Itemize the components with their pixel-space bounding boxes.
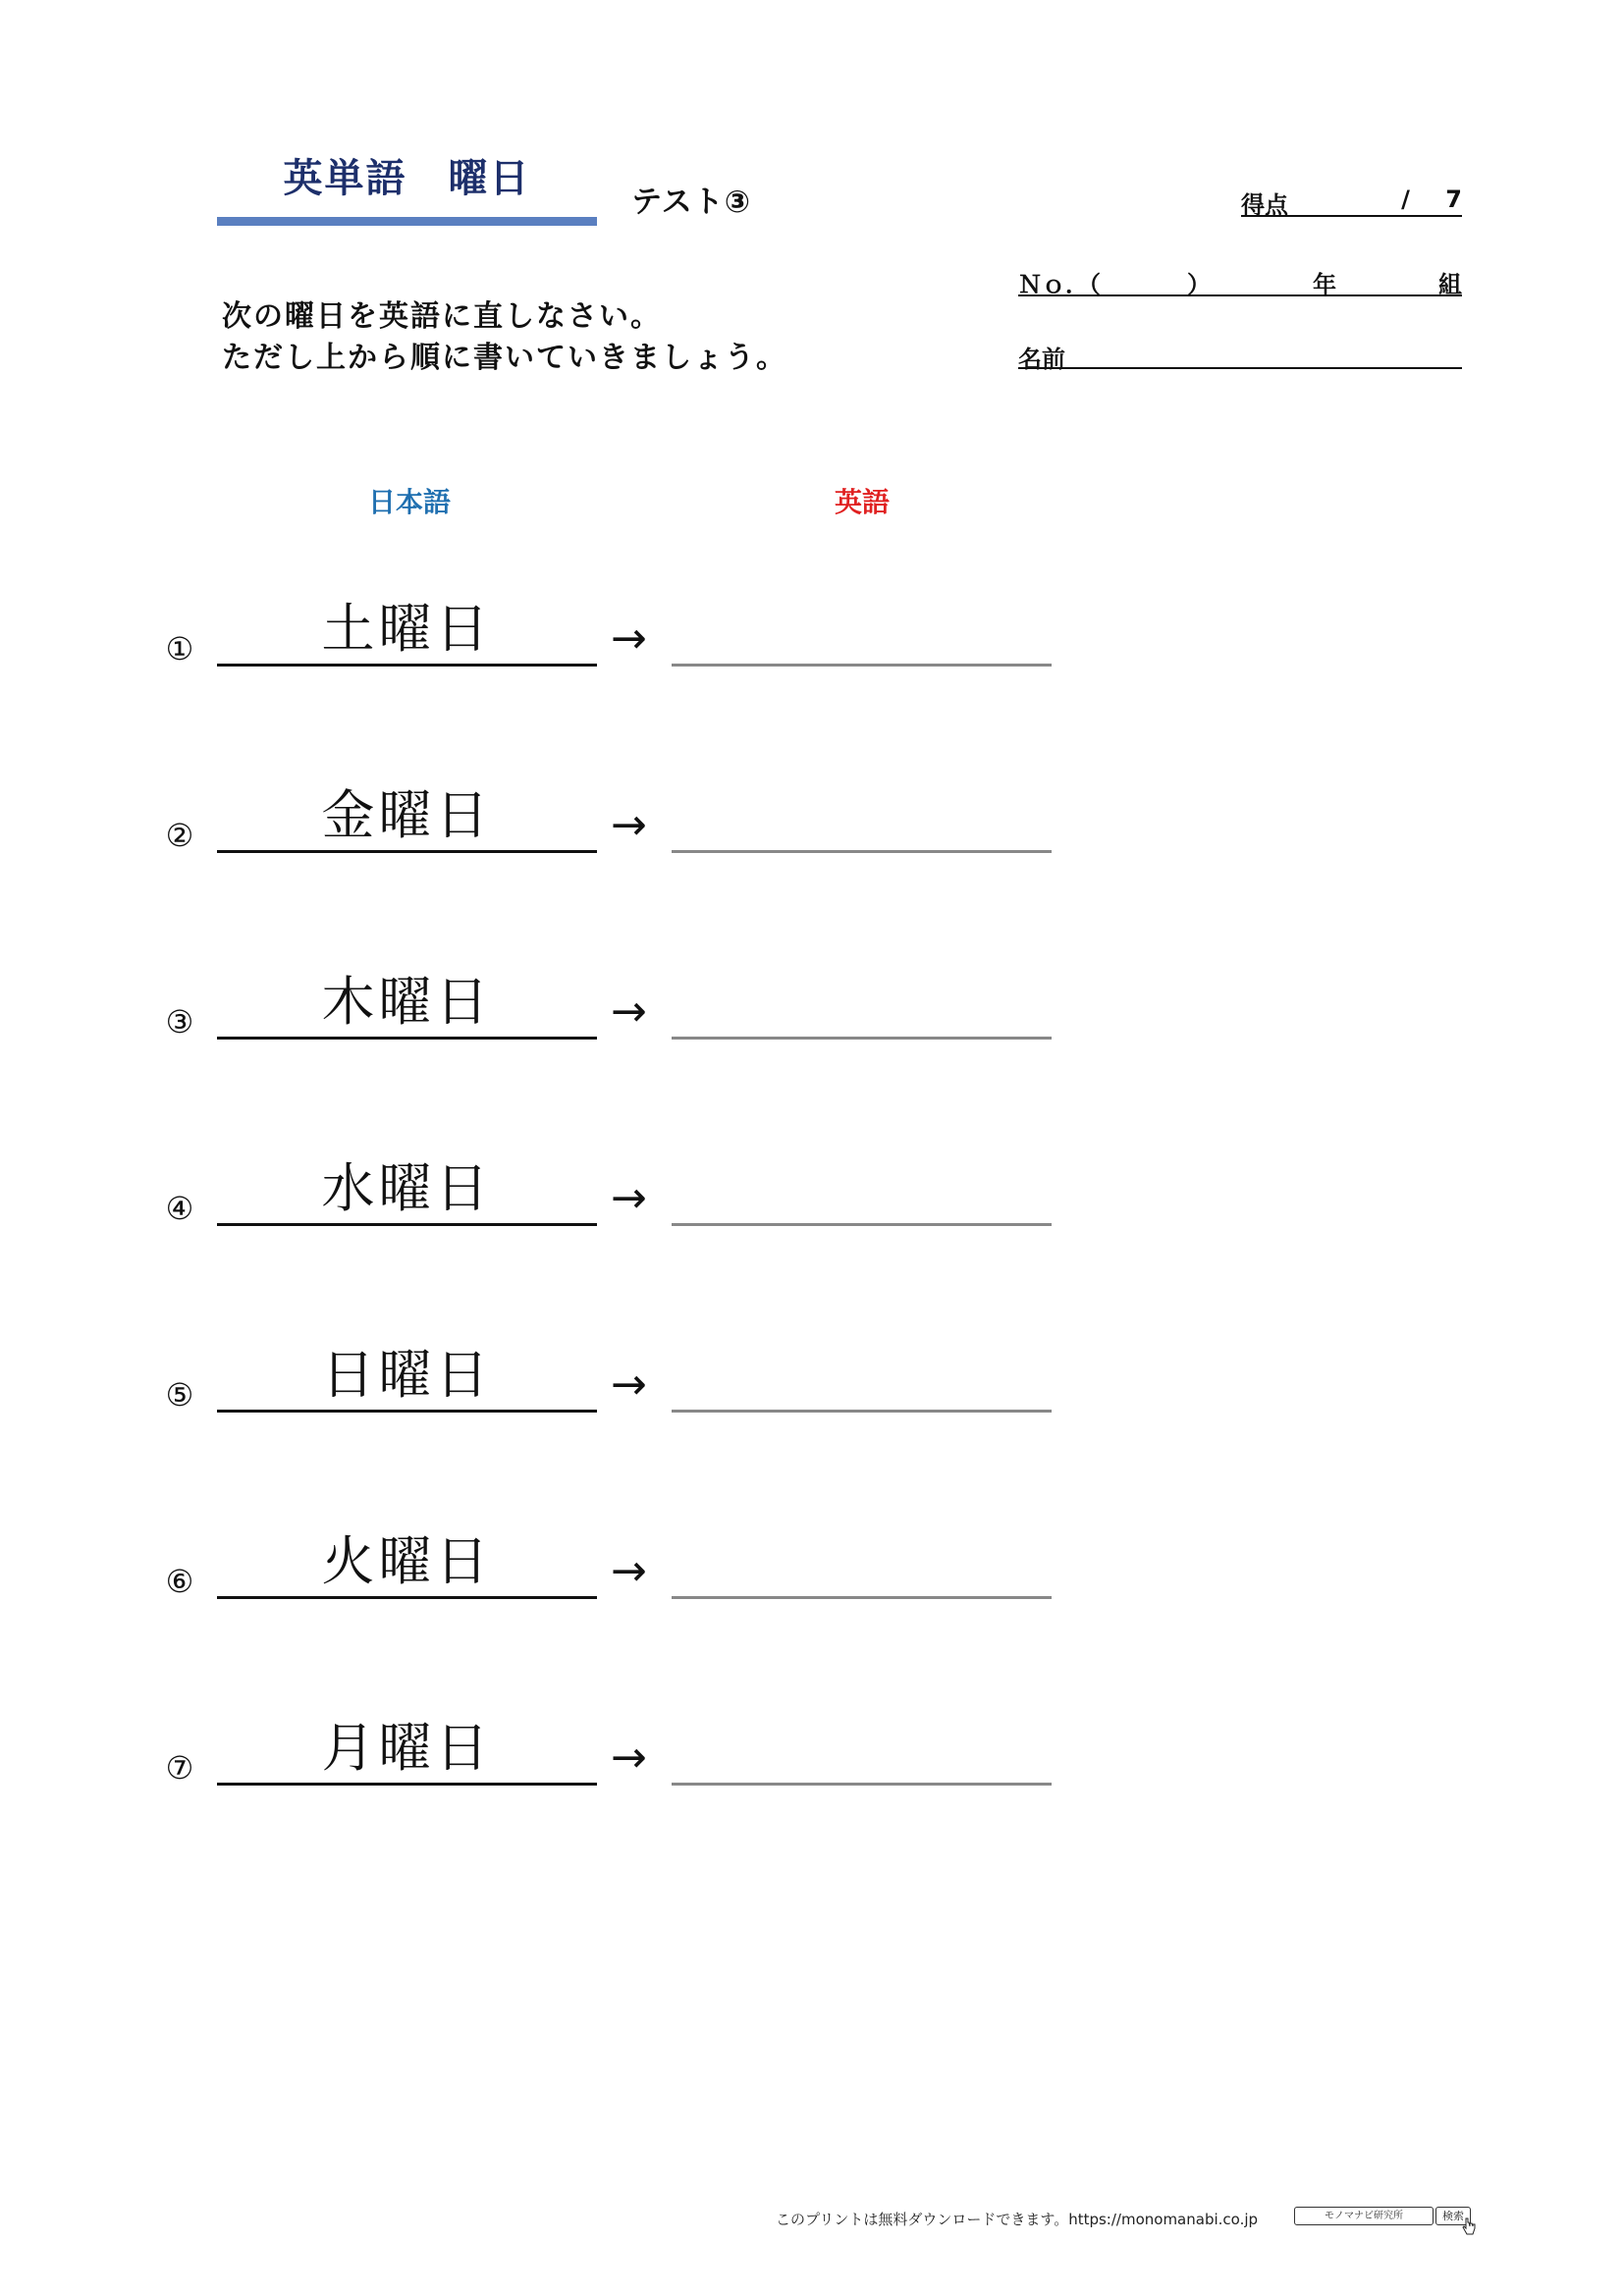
answer-line[interactable]	[672, 1714, 1052, 1786]
worksheet-title: 英単語 曜日	[283, 156, 531, 201]
instructions	[222, 296, 787, 379]
question-row	[0, 1329, 1624, 1447]
hand-pointer-icon	[1461, 2216, 1477, 2238]
answer-line[interactable]	[672, 595, 1052, 667]
japanese-word: 月曜日	[217, 1714, 597, 1786]
question-row	[0, 770, 1624, 887]
title-underline	[217, 217, 597, 226]
number-label: Ｎｏ．（	[1018, 271, 1101, 298]
arrow-right-icon: →	[611, 800, 647, 850]
japanese-word: 水曜日	[217, 1154, 597, 1226]
column-header-japanese: 日本語	[367, 486, 451, 518]
answer-line[interactable]	[672, 1527, 1052, 1599]
student-number-field[interactable]	[1018, 261, 1462, 296]
arrow-right-icon: →	[611, 1173, 647, 1223]
score-total: / 7	[1401, 186, 1476, 213]
instruction-line-2: ただし上から順に書いていきましょう。	[222, 341, 787, 375]
question-row	[0, 1143, 1624, 1260]
class-label: 組	[1438, 271, 1462, 298]
score-field[interactable]	[1241, 182, 1476, 219]
name-label: 名前	[1018, 346, 1065, 373]
test-number: テスト③	[631, 185, 752, 220]
footer-note: このプリントは無料ダウンロードできます。https://monomanabi.co.jp	[776, 2211, 1259, 2228]
japanese-word: 木曜日	[217, 968, 597, 1040]
question-row	[0, 1702, 1624, 1820]
question-number: ⑤	[165, 1376, 194, 1414]
japanese-word: 日曜日	[217, 1341, 597, 1413]
question-number: ④	[165, 1190, 194, 1227]
arrow-right-icon: →	[611, 1733, 647, 1783]
arrow-right-icon: →	[611, 1546, 647, 1596]
arrow-right-icon: →	[611, 1360, 647, 1410]
question-row	[0, 1516, 1624, 1633]
answer-line[interactable]	[672, 1154, 1052, 1226]
number-close-paren: ）	[1187, 271, 1211, 298]
answer-line[interactable]	[672, 1341, 1052, 1413]
question-number: ①	[165, 630, 194, 667]
question-row	[0, 956, 1624, 1074]
score-label: 得点	[1241, 191, 1288, 219]
column-header-english: 英語	[834, 486, 890, 518]
year-label: 年	[1313, 271, 1336, 298]
search-input[interactable]: モノマナビ研究所	[1294, 2207, 1434, 2225]
question-number: ⑦	[165, 1749, 194, 1787]
answer-line[interactable]	[672, 968, 1052, 1040]
student-name-field[interactable]	[1018, 334, 1462, 373]
search-button[interactable]: 検索	[1435, 2207, 1471, 2225]
arrow-right-icon: →	[611, 987, 647, 1037]
instruction-line-1: 次の曜日を英語に直しなさい。	[222, 299, 662, 334]
question-number: ②	[165, 817, 194, 854]
answer-line[interactable]	[672, 781, 1052, 853]
japanese-word: 火曜日	[217, 1527, 597, 1599]
question-number: ③	[165, 1003, 194, 1041]
japanese-word: 土曜日	[217, 595, 597, 667]
question-row	[0, 583, 1624, 701]
question-number: ⑥	[165, 1563, 194, 1600]
arrow-right-icon: →	[611, 614, 647, 664]
japanese-word: 金曜日	[217, 781, 597, 853]
